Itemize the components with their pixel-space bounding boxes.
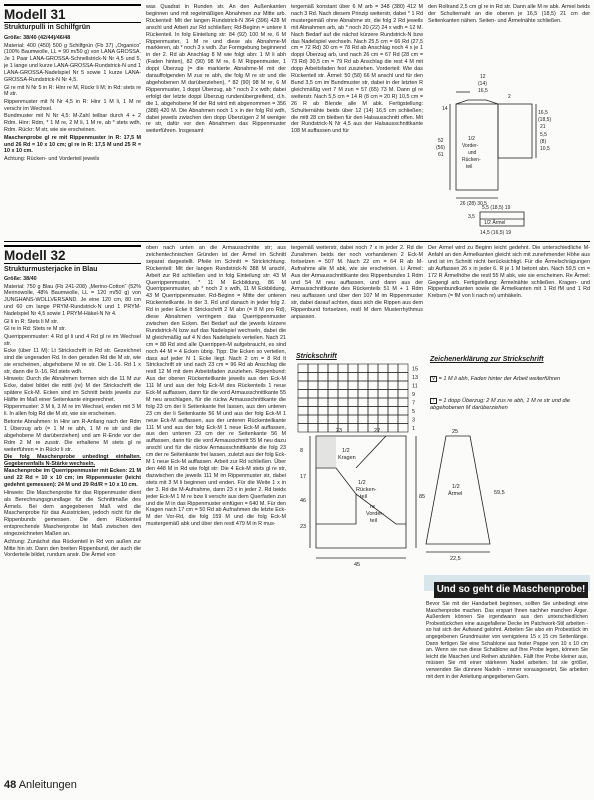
m31-diag-sleeve-label: 1/2 Ärmel: [484, 220, 506, 226]
chart-cell: [358, 364, 368, 373]
chart-row-number: 1: [412, 426, 416, 432]
m31-neckline: [456, 100, 498, 104]
chart-cell: [398, 364, 408, 373]
chart-cell: [328, 381, 338, 390]
legend-text-decrease: = 1 dopp Überzug: 2 M zus re abh, 1 M re str und die abgehobenen M darüberziehen: [430, 398, 570, 411]
m31-diag-r8: (8): [540, 139, 547, 145]
m32-dim-225: 22,5: [450, 556, 461, 562]
chart-cell: [388, 415, 398, 424]
chart-cell: [298, 398, 308, 407]
m31-diag-r185: (18,5): [538, 117, 552, 123]
m31-diag-56: (56): [436, 145, 445, 151]
model-31-title: Modell 31: [4, 4, 141, 23]
chart-cell: [318, 415, 328, 424]
chart-cell: [338, 398, 348, 407]
chart-cell: [318, 381, 328, 390]
chart-cell: [298, 407, 308, 416]
m32-front-c: teil: [370, 518, 378, 524]
chart-cell: [338, 381, 348, 390]
section-name: Anleitungen: [18, 779, 77, 791]
m32-ecke: Ecke (über 11 M): Lt Strickschrift in Rd str. Gezeichnet sind die ungeraden Rd. In den geraden Rd die M str, wie sie erscheinen, abgehobene M re str. Die 1.-16. Rd 1 x str, dann die 9.-16. Rd stets wdh.: [4, 348, 141, 375]
m31-diag-14: (14): [478, 81, 487, 87]
chart-cell: [328, 415, 338, 424]
slip-stitch-symbol-icon: V: [431, 376, 436, 382]
chart-cell: [398, 381, 408, 390]
legend-title: Zeichenerklärung zur Strickschrift: [430, 356, 544, 363]
m31-col2-text: was Quadrat in Runden str. An den Außenkanten beginnen und mit regelmäßigen Abnahmen zur Mitte arb. Rückenteil: Mit der langen Rundstrick-N 364 (396) 428 M anschl und Arbeit zur Rd schließen; Rd-Beginn = untere li Rückenteil. In folg Einteilung str: 84 (92) 100 M re, 6 M Rippenmuster, 1 M re und diese als Abnahme-M markieren, ab * noch 3 x wdh. Zur Formgebung beginnend in der 2. Rd ab Anschlag 8 M wie folgt abn: 1 M li abh (Faden hinten), 82 (90) 98 M re, 6 M Rippenmuster, 1 doppi Überzug (= die markierte Abnahme-M mit der darauffolgenden M zus re abh, die folg M re str und die abgehobenen M darüberziehen), * 82 (90) 98 M re, 6 M Rippenmuster, 1 doppi Überzug, ab * noch 2 x wdh; dabei erfolgt der letzte doppi Überzug rundenübergreifend, d.h. die 1. abgehobene M der Rd wird mit abgenommen = 356 (388) 420 M. Die Abnahmen noch 1 x in der folg Rd wdh, dabei jeweils zwischen den dopp Überzügen 2 M weniger re str, dafür vor den Abnahmen das Rippenmuster weiterführen. Insgesamt: [146, 4, 286, 135]
chart-cell: [338, 415, 348, 424]
m31-diag-sw4: 14,5 (16,5) 19: [480, 230, 512, 236]
m31-diag-half: 1/2: [468, 136, 475, 142]
chart-cell: [308, 364, 318, 373]
chart-cell: [298, 373, 308, 382]
chart-cell: [308, 390, 318, 399]
chart-cell: [308, 373, 318, 382]
chart-cell: [378, 381, 388, 390]
chart-cell: [378, 415, 388, 424]
chart-cell: [378, 364, 388, 373]
chart-cell: [358, 390, 368, 399]
m32-dim-85: 85: [419, 494, 426, 500]
m31-diag-und: und: [468, 150, 477, 156]
chart-cell: [398, 407, 408, 416]
m31-material: Material: 400 (450) 500 g Schilfgrün (Fb 37) „Organico“ (100% Baumwolle, LL = 90 m/50 g) von LANA GROSSA. Je 1 Paar LANA-GROSSA-Schnellstrick-N Nr 4,5 und 5, je 1 lange und kurze LANA-GROSSA-Rundstrick-N und 1 LANA-GROSSA-Nadelspiel Nr 5 sowie 1 kurze LANA-GROSSA-Rundstrick-N Nr 4,5.: [4, 42, 141, 84]
chart-cell: [348, 415, 358, 424]
m32-front-b: Vorder-: [366, 511, 385, 517]
chart-cell: [338, 373, 348, 382]
m32-dim-45: 45: [354, 562, 361, 568]
m32-back-a: 1/2: [358, 480, 366, 486]
m31-maschenprobe: Maschenprobe gl re mit Rippenmuster in R: 17,5 M und 26 Rd = 10 x 10 cm; gl re in R: 17,5 M und 25 R = 10 x 10 cm.: [4, 134, 141, 155]
m32-dim-23a: 23: [336, 428, 343, 434]
chart-row-number: 7: [412, 400, 416, 407]
m32-dim-22: 22: [374, 428, 381, 434]
chart-cell: [318, 398, 328, 407]
m32-dim-17: 17: [300, 474, 307, 480]
m32-sleeve-outline: [426, 436, 490, 544]
page-footer: [4, 779, 77, 792]
page-number: 48: [4, 779, 17, 791]
chart-cell: [298, 381, 308, 390]
model-32-column-2: [146, 245, 286, 775]
chart-cell: [368, 364, 378, 373]
m32-size: Größe: 38/40: [4, 276, 37, 282]
chart-row-number: 15: [412, 366, 419, 373]
model-31-subtitle: Strukturpulli in Schilfgrün: [4, 24, 91, 31]
m31-size: Größe: 38/40 (42/44)/46/48: [4, 35, 71, 41]
chart-cell: [378, 398, 388, 407]
chart-cell: [398, 415, 408, 424]
m31-diag-2: 2: [508, 94, 511, 100]
chart-cell: [388, 381, 398, 390]
m32-col2-text: oben nach unten an die Armausschnitte str; aus zeichentechnischen Gründen ist der Ärmel im Schnitt separat dargestellt. Pfeile im Schnitt = Strickrichtung. Rückenteil: Mit der langen Rundstrick-N 388 M anschl, Arbeit zur Rd schließen und in folg Einteilung str: 43 M Querrippenmuster, * 11 M Eckbildung, 86 M Querrippenmuster, ab * noch 2 x wdh, 11 M Eckbildung, 43 M Querrippenmuster. Rd-Beginn = Mitte der unteren Rückenteilkante. In der 3. Rd und danach in jeder folg 2. Rd in jeder Ecke lt Strickschrift 2 M abn (= 8 M pro Rd), diese Abnahmen verringern das Querrippenmuster zwischen den Ecken. Bei Bedarf auf die jeweils kürzere Rundstrick-N bzw auf das Nadelspiel wechseln, dabei die M gleichmäßig auf 4 N des Nadelspiels verteilen. Nach 21 cm = 88 Rd sind alle Querrippen-M aufgebraucht, es sind noch 44 M = 4 Ecken übrig. Tipp: Die Ecken so verteilen, dass auf jeder N 1 Ecke liegt. Nach 2 cm = 8 Rd lt Strickschrift str und nach 23 cm = 96 Rd ab Anschlag die restl 12 M mit dem Arbeitsfaden zusziehen. Rippenbund: Aus der oberen Rückenteilkante jeweils aus den Eck-M 111 M und aus der folg Eck-M des Rückenteils 1 neue Eck-M auffassen, dann für die vord Armausschnittkante 55 M neu anschlagen, für die rückw Armausschnittkante die folg 23 cm der li Seitenkante frei lassen, aus den unteren 23 cm der li Seitenkante 56 M und aus der folg Eck-M 1 neue Eck-M auffassen, aus der unteren Rückenteilkante 111 M und aus der folg Eck-M 1 neue Eck-M auffassen, aus den unteren 23 cm der re Seitenkante 56 M auffassen, dann für die vord Armausschnitt 55 M neu dazu anschl und für die rückw Armausschnittkante die folg 23 cm der re Seitenkante frei lassen, zuletzt aus der folg Eck-M 1 neue Eck-M auffassen. Arbeit zur Rd schließen. Über den 448 M in Rd wie folgt str: Die 4 Eck-M stets gl re str, dazwischen die jeweils 111 M im Rippenmuster str, dabei stets mit 3 M li beginnen und enden. Für die Weite 1 x in der 3. Rd die M-Aufnahme, dann 23 x in jeder 2. Rd beids jeder Eck-M 1 M re bzw li verschr aus dem Querfaden zun und die M in das Rippenmuster einfügen = 640 M. Für den Kragen nach 17 cm = 50 Rd ab Aufnahmen die letzte Eck-M der Vor-Rd, die folg 159 M und die folg Eck-M mustergemäß abk und über den restl 479 M in R mus-: [146, 245, 286, 528]
model-31-column-4: [428, 4, 590, 64]
chart-cell: [308, 415, 318, 424]
m31-diag-165: 16,5: [478, 88, 488, 94]
chart-cell: [318, 407, 328, 416]
chart-cell: [368, 415, 378, 424]
decrease-symbol-icon: ↑: [430, 398, 437, 404]
m32-col3-text: tergemäß weiterstr, dabei noch 7 x in jeder 2. Rd die Zunahmen beids der noch vorhandenen 2 Eck-M fortsetzen = 507 M. Nach 22 cm = 64 R ab M-Aufnahme alle M abk, wie sie erscheinen. Li Ärmel: Aus der Armausschnittkante des Rippenbundes 1 Rdm und 54 M neu auffassen, und dann aus der Armausschnittkante des Rückenteils 51 M + 1 Rdm neu auffassen und über den 107 M im Rippenmuster str, dabei darauf achten, dass sich die Rippen aus dem Rippenbund fortsetzen, restl M dem Musterrhythmus anpassen.: [291, 245, 423, 321]
probe-text: Bevor Sie mit der Handarbeit beginnen, sollten Sie unbedingt eine Maschenprobe machen. Das erspart Ihnen nachher manchen Ärger. Außerdem können Sie irgendwann aus den unterschiedlichen Probestückchen eine ausgefallene Decke im Patchwork-Stil arbeiten - so hat sich der Aufwand gelohnt. Arbeiten Sie also ein Probestück im angegebenen Grundmuster von wenigstens 15 x 15 cm Seitenlänge. Dann fertigen Sie eine Schablone aus fester Pappe von 10 x 10 cm an. Wenn sie nun diese Schablone auf Ihre Probe legen, können Sie leicht die Maschen und Reihen abzählen. Fällt Ihre Probe kleiner aus, müssen Sie mit einer stärkeren Nadel arbeiten. Ist sie größer, verwenden Sie dünnere Nadeln - immer vorausgesetzt, Sie arbeiten mit dem in der Anleitung angegebenen Garn.: [426, 601, 588, 680]
chart-cell: [368, 390, 378, 399]
m32-dim-8: 8: [300, 448, 304, 454]
model-31-column-3: [291, 4, 423, 240]
chart-cell: [318, 390, 328, 399]
m31-col3-text: tergemäß konstant über 6 M arb = 348 (380) 412 M nach 3 Rd. Nach diesem Prinzip weiterstr, dabei * 1 Rd mustergemäß ohne Abnahme str, die folg 2 Rd jeweils mit Abnahmen arb, ab * noch 20 (22) 24 x wdh = 12 M. Nach Bedarf auf die nächst kürzere Rundstrick-N bzw das Nadelspiel wechseln. Nach 25,5 cm = 66 Rd (27,5 cm = 72 Rd) 30 cm = 78 Rd ab Anschlag noch 4 x je 1 doppi Überzug arb, und nach 26 cm = 67 Rd (28 cm = 73 Rd) 30,5 cm = 79 Rd ab Anschlag die rest 4 M mit dopp Arbeitsfaden fest zusziehen. Vorderteil: Wie das Rückenteil str. Ärmel: 50 (58) 66 M anschl und für den Bund 3,5 cm im Bundmuster str, dabei in der letzten R gleichmäßig vert 7 M zun = 57 (65) 73 M. Dann gl re weiterstr. Nach 5,5 cm = 14 R (8 cm = 20 R) 10,5 cm = 26 R ab Blende alle M abk. Fertigstellung: Schulternähte beids über 12 (14) 16,5 cm schließen; die mitt 28 cm bleiben für den Halsausschnitt offen. Mit der Rundstrick-N Nr 4,5 aus der Halsausschnittkante 108 M auffassen und für: [291, 4, 423, 135]
chart-cell: [298, 390, 308, 399]
chart-cell: [378, 390, 388, 399]
m32-collar-fill: [316, 436, 336, 468]
chart-cell: [328, 373, 338, 382]
chart-cell: [308, 398, 318, 407]
probe-banner-title: Und so geht die Maschenprobe!: [434, 582, 588, 598]
chart-cell: [398, 390, 408, 399]
chart-cell: [348, 373, 358, 382]
m31-diag-sw1: 5,5 (18,5) 19: [482, 205, 511, 211]
chart-cell: [298, 415, 308, 424]
chart-cell: [398, 398, 408, 407]
m31-gl-re: Gl re mit N Nr 5 in R: Hinr re M, Rückr li M; in Rd: stets re M str.: [4, 84, 141, 98]
m32-abnahmen: Betonte Abnahmen: In Hinr am R-Anfang nach der Rdm 1 Überzug arb (= 1 M re abh, 1 M re str und die abgehobene M darüberziehen) und am R-Ende vor der Rdm 2 M re zusstr. Die erhaltene M stets gl re weiterführen = in Rückr li str.: [4, 418, 141, 453]
m31-rippen: Rippenmuster mit N Nr 4,5 in R: Hinr 1 M li, 1 M re verschr im Wechsel.: [4, 98, 141, 112]
m32-back-b: Rücken-: [356, 487, 377, 493]
chart-row-number: 13: [412, 375, 419, 381]
chart-cell: [378, 407, 388, 416]
chart-cell: [378, 373, 388, 382]
m32-rippen: Rippenmuster: 3 M li, 3 M re im Wechsel, enden mit 3 M li. In allen folg Rd die M str, wie sie erscheinen.: [4, 404, 141, 418]
m32-achtung: Achtung: Zunächst das Rückenteil in Rd von außen zur Mitte hin str. Dann den breiten Rippenbund, der auch die Vorderteile bildet, rundum anstr. Die Ärmel von: [4, 538, 141, 559]
chart-cell: [328, 407, 338, 416]
chart-cell: [348, 390, 358, 399]
m31-diag-61: 61: [438, 152, 444, 158]
m32-back-c: teil: [360, 494, 368, 500]
m32-maschenprobe: Maschenprobe im Querrippenmuster mit Ecken: 21 M und 22 Rd = 10 x 10 cm; im Rippenmuster (leicht gedehnt gemessen): 24 M und 29 Rd/R = 10 x 10 cm.: [4, 468, 141, 489]
m31-diag-r21: 21: [540, 124, 546, 130]
chart-cell: [348, 364, 358, 373]
legend-item-slip: [430, 376, 590, 383]
chart-cell: [328, 364, 338, 373]
chart-cell: [358, 415, 368, 424]
chart-row-number: 3: [412, 417, 416, 424]
m31-diag-vorder: Vorder-: [462, 143, 479, 149]
model-32-column-1: [4, 276, 141, 776]
chart-cell: [368, 381, 378, 390]
chart-cell: [388, 373, 398, 382]
chart-cell: [328, 390, 338, 399]
chart-cell: [348, 398, 358, 407]
chart-cell: [358, 407, 368, 416]
model-32-schematic: [296, 428, 576, 578]
chart-cell: [348, 407, 358, 416]
m32-collar-b: Kragen: [338, 455, 356, 461]
model-31-column-1: [4, 35, 141, 240]
chart-title: Strickschrift: [296, 353, 337, 360]
chart-cell: [388, 364, 398, 373]
m32-hinweis2: Hinweis: Die Maschenprobe für das Rippenmuster dient als Berechnungsgrundlage für die Schnittmaße des Ärmels. Bei dem angegebenen Maß wird die Maschenprobe für das Ausstricken, jedoch nicht für die Rippenbunds gemessen. Die dem Rückenteil entsprechende Maschenprobe ist Maß zwischen den eingezeichneten Maßen an.: [4, 489, 141, 538]
chart-cell: [298, 364, 308, 373]
chart-cell: [318, 364, 328, 373]
chart-cell: [388, 390, 398, 399]
model-32-column-4: [428, 245, 590, 349]
model-32-subtitle: Strukturmusterjacke in Blau: [4, 266, 98, 273]
model-31-column-2: [146, 4, 286, 240]
m31-diag-12: 12: [480, 74, 486, 80]
m31-diag-52: 52: [438, 138, 444, 144]
m31-achtung: Achtung: Rücken- und Vorderteil jeweils: [4, 155, 100, 162]
m31-diag-r55: 5,5: [540, 132, 547, 138]
m31-col4-text: den Rollrand 2,5 cm gl re in Rd str. Dann alle M re abk. Ärmel beids der Schulternaht an die oberen je 16,5 (18,5) 21 cm der Seitenkanten nähen. Seiten- und Ärmelnähte schließen.: [428, 4, 590, 24]
m31-bund: Bundmuster mit N Nr 4,5: M-Zahl teilbar durch 4 + 2 Rdm. Hinr: Rdm, * 1 M re, 2 M li, 1 M re, ab * stets wdh, Rdm. Rückr: M str, wie sie erscheinen.: [4, 113, 141, 134]
chart-cell: [308, 407, 318, 416]
m32-dim-25: 25: [452, 429, 459, 435]
chart-cell: [318, 373, 328, 382]
m31-diag-r105: 10,5: [540, 146, 550, 152]
section-divider: [4, 241, 590, 242]
m32-front-a: re: [370, 504, 375, 510]
m31-diag-ruecken: Rücken-: [462, 157, 481, 163]
m32-dim-23: 23: [300, 524, 307, 530]
m31-diag-35: 3,5: [468, 214, 475, 220]
m32-dim-595: 59,5: [494, 490, 505, 496]
chart-cell: [368, 398, 378, 407]
legend-item-decrease: [430, 398, 590, 412]
chart-row-number: 5: [412, 409, 416, 415]
model-32-title: Modell 32: [4, 245, 141, 264]
m32-probe-note: Die folg Maschenprobe unbedingt einhalten. Gegebenenfalls N-Stärke wechseln.: [4, 454, 141, 467]
chart-cell: [368, 373, 378, 382]
chart-cell: [338, 390, 348, 399]
m32-querrippen: Querrippenmuster: 4 Rd gl li und 4 Rd gl re im Wechsel str.: [4, 333, 141, 347]
chart-row-number: 9: [412, 392, 416, 398]
chart-cell: [388, 398, 398, 407]
chart-cell: [358, 373, 368, 382]
m31-diag-14b: 14: [442, 106, 448, 112]
chart-cell: [358, 381, 368, 390]
chart-cell: [348, 381, 358, 390]
chart-cell: [328, 398, 338, 407]
chart-cell: [358, 398, 368, 407]
legend-text-slip: = 1 M li abh, Faden hinter der Arbeit weiterführen: [438, 376, 561, 382]
m32-sleeve-a: 1/2: [452, 484, 460, 490]
chart-cell: [368, 407, 378, 416]
model-32-column-3: [291, 245, 423, 349]
chart-cell: [338, 364, 348, 373]
m32-dim-46: 46: [300, 498, 307, 504]
m32-col4-text: Der Ärmel wird zu Beginn leicht gedehnt. Die unterschiedliche M-Anfahl an den Ärmelkanten gleicht sich mit zunehmender Höhe aus und ist im Schnitt nicht berücksichtigt. Für die Ärmelschrägungen ab Auffassen 26 x in jeder 6. R je 1 M betont abn. Nach 59,5 cm = 172 R Ärmelhöhe die restl 55 M abk, wie sie erscheinen. Re Ärmel: Gegengl arb. Fertigstellung: Ärmelnähte schließen. Kragen- und Rippenbundkanten sowie die Ärmelkanten mit 1 Rd fM und 1 Rd Krebsm (= fM von li nach re) umhäkeln.: [428, 245, 590, 300]
m31-diag-width: 26 (28) 30,5: [460, 201, 487, 207]
m32-sleeve-b: Ärmel: [448, 491, 463, 497]
m32-material: Material: 750 g Blau (Fb 241-208) „Merino-Cotton“ (52% Merinowolle, 48% Baumwolle, LL = 120 m/50 g) von JUNGHANS-WOLLVERSAND. Je eine 120 cm, 80 cm und 60 cm lange PRYM-Rundstrick-N und 1 PRYM-Nadelspiel Nr 4,5 sowie 1 PRYM-Häkel-N Nr 4.: [4, 283, 141, 318]
m31-sleeve-outline: [498, 104, 532, 158]
m32-gl-re: Gl re in Rd: Stets re M str.: [4, 326, 67, 333]
m32-gl-li: Gl li in R: Stets li M str.: [4, 318, 59, 325]
m31-diag-teil: teil: [466, 164, 473, 170]
m32-collar-a: 1/2: [342, 448, 350, 454]
chart-cell: [308, 381, 318, 390]
m31-diag-r165: 16,5: [538, 110, 548, 116]
model-31-schematic: [420, 62, 590, 242]
m32-hinweis1: Hinweis: Durch die Abnahmen formen sich die 11 M zur Ecke, dabei bildet die mittl (re) M der Strickschrift die spätere Eck-M. Ecken sind im Schnitt beids jeweils zur Hälfte im Maß einer Seitenkante eingerechnet.: [4, 376, 141, 403]
chart-cell: [388, 407, 398, 416]
knitting-chart: [294, 362, 434, 434]
chart-cell: [338, 407, 348, 416]
chart-cell: [398, 373, 408, 382]
chart-row-number: 11: [412, 383, 418, 390]
